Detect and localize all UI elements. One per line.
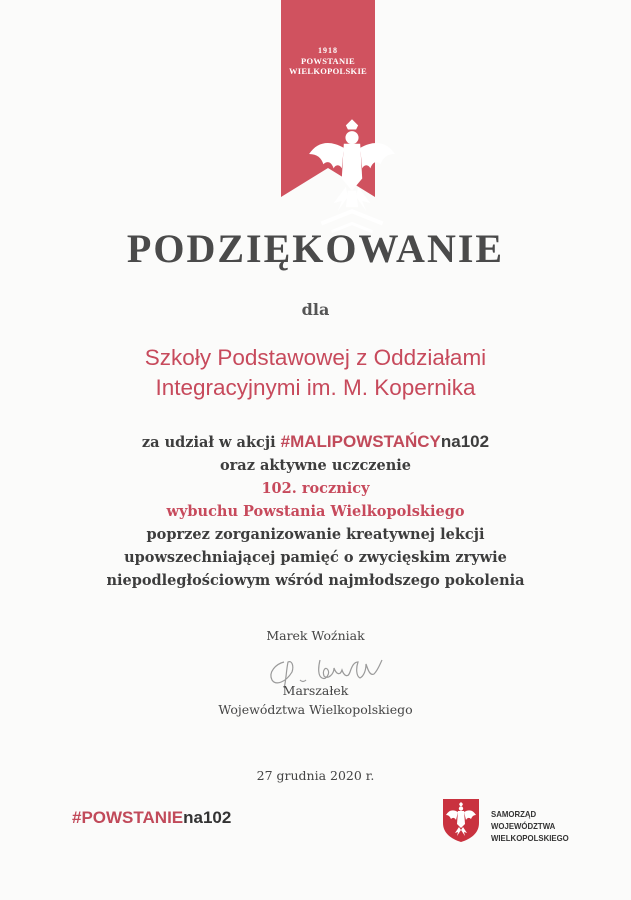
signatory-role-line2: Województwa Wielkopolskiego [218, 702, 413, 717]
ribbon-title-line1: POWSTANIE [300, 56, 356, 66]
organization-name [491, 808, 601, 844]
organization-line1: SAMORZĄD WOJEWÓDZTWA [491, 809, 556, 831]
signatory-role-line1: Marszałek [282, 683, 349, 698]
action-hashtag [281, 432, 489, 451]
body-line7: niepodległościowym wśród najmłodszego pokolenia [106, 572, 525, 589]
body-text [0, 430, 631, 592]
recipient-line1: Szkoły Podstawowej z Oddziałami [144, 345, 487, 370]
body-line4: wybuchu Powstania Wielkopolskiego [166, 503, 465, 520]
action-hashtag-suffix: na102 [440, 432, 490, 451]
ribbon-year: 1918 [318, 46, 338, 55]
for-label: dla [301, 300, 330, 319]
recipient-name [0, 343, 631, 403]
footer-hashtag-main: #POWSTANIE [72, 808, 184, 827]
recipient-line2: Integracyjnymi im. M. Kopernika [155, 375, 476, 400]
wielkopolska-crest-icon [441, 797, 481, 843]
body-line1-prefix: za udział w akcji [141, 434, 281, 451]
body-line3: 102. rocznicy [261, 480, 370, 497]
document-date: 27 grudnia 2020 r. [256, 768, 375, 783]
action-hashtag-main: #MALIPOWSTAŃCY [280, 432, 441, 451]
page-title: PODZIĘKOWANIE [126, 226, 505, 271]
body-line6: upowszechniającej pamięć o zwycięskim zrywie [124, 549, 507, 566]
ribbon-title-line2: WIELKOPOLSKIE [288, 66, 368, 76]
signatory-name: Marek Woźniak [266, 628, 365, 643]
signatory-role [0, 681, 631, 719]
powstanie-ribbon [281, 0, 375, 197]
footer-hashtag [72, 808, 231, 828]
organization-line2: WIELKOPOLSKIEGO [491, 833, 569, 843]
body-line2: oraz aktywne uczczenie [219, 457, 412, 474]
body-line5: poprzez zorganizowanie kreatywnej lekcji [146, 526, 485, 543]
footer-hashtag-suffix: na102 [183, 808, 232, 827]
body-line1 [0, 430, 631, 454]
